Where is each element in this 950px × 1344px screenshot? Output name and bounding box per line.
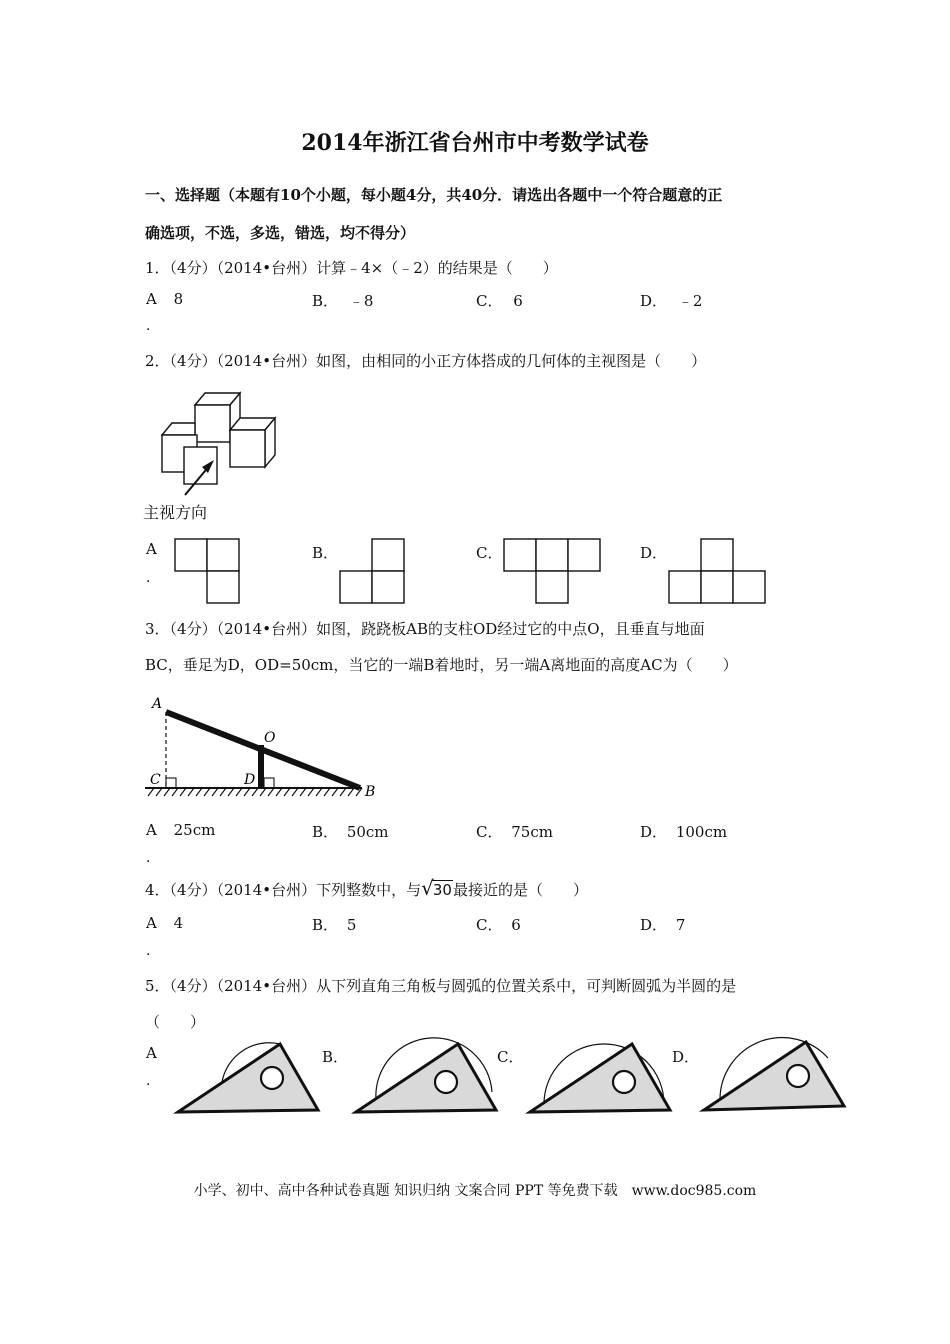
page-title: 2014年浙江省台州市中考数学试卷 bbox=[301, 130, 649, 156]
q3-option-b-label: B． bbox=[312, 823, 339, 841]
q2-option-b-figure bbox=[339, 538, 405, 604]
q1-option-a-text: 8 bbox=[173, 290, 184, 308]
q4-option-b-text: 5 bbox=[346, 916, 357, 934]
q4-stem-before: 4．（4分）（2014•台州）下列整数中，与 bbox=[145, 881, 422, 899]
q3-stem-line1: 3．（4分）（2014•台州）如图，跷跷板AB的支柱OD经过它的中点O，且垂直与地面 bbox=[145, 620, 705, 638]
q4-option-a bbox=[146, 914, 183, 932]
q2-option-b-label: B． bbox=[312, 544, 339, 562]
radical-sign-icon: √ bbox=[421, 876, 434, 900]
q3-option-a-text: 25cm bbox=[173, 821, 216, 839]
q2-option-a-label: A bbox=[146, 540, 157, 558]
q1-option-b bbox=[312, 290, 373, 311]
q4-option-b-label: B． bbox=[312, 916, 339, 934]
q4-option-c bbox=[476, 914, 521, 935]
q1-option-d-label: D． bbox=[640, 292, 668, 310]
q4-option-d-label: D． bbox=[640, 916, 668, 934]
section-heading-line1: 一、选择题（本题有10个小题，每小题4分，共40分．请选出各题中一个符合题意的正 bbox=[145, 186, 723, 204]
q5-stem-line2: （ ） bbox=[145, 1013, 206, 1031]
q1-option-b-label: B． bbox=[312, 292, 339, 310]
q1-option-c bbox=[476, 290, 523, 311]
section-heading-line2: 确选项，不选，多选，错选，均不得分） bbox=[145, 224, 416, 242]
q5-option-c-label: C． bbox=[497, 1048, 524, 1066]
q4-option-d bbox=[640, 914, 685, 935]
q1-option-b-text: ﹣8 bbox=[348, 292, 374, 310]
q3-stem-line2: BC，垂足为D，OD=50cm，当它的一端B着地时，另一端A离地面的高度AC为（ ） bbox=[145, 656, 738, 674]
footer-note: 小学、初中、高中各种试卷真题 知识归纳 文案合同 PPT 等免费下载 www.doc985.com bbox=[193, 1183, 757, 1199]
q5-option-a-figure bbox=[172, 1030, 322, 1118]
view-direction-label: 主视方向 bbox=[143, 503, 208, 522]
q3-option-b-text: 50cm bbox=[346, 823, 389, 841]
q2-option-c-figure bbox=[503, 538, 601, 604]
q5-option-a-dot: . bbox=[146, 1073, 151, 1089]
q4-option-a-label: A bbox=[146, 914, 157, 932]
q4-option-a-text: 4 bbox=[173, 914, 184, 932]
q5-option-b-figure bbox=[350, 1030, 500, 1118]
q1-option-a-dot: . bbox=[146, 318, 151, 334]
q3-option-a-label: A bbox=[146, 821, 157, 839]
q4-option-c-text: 6 bbox=[511, 916, 521, 934]
q2-cube-figure bbox=[140, 385, 290, 500]
q2-option-c-label: C． bbox=[476, 544, 503, 562]
q1-stem: 1．（4分）（2014•台州）计算﹣4×（﹣2）的结果是（ ） bbox=[145, 259, 558, 277]
q5-option-d-label: D． bbox=[672, 1048, 700, 1066]
q4-option-a-dot: . bbox=[146, 943, 151, 959]
q1-option-a bbox=[146, 290, 183, 308]
point-b-label: B bbox=[365, 784, 376, 800]
q3-option-d-label: D． bbox=[640, 823, 668, 841]
q4-option-c-label: C． bbox=[476, 916, 503, 934]
q3-seesaw-figure bbox=[140, 690, 390, 805]
point-a-label: A bbox=[152, 696, 163, 712]
q2-stem: 2．（4分）（2014•台州）如图，由相同的小正方体搭成的几何体的主视图是（ ） bbox=[145, 352, 707, 370]
q3-option-d bbox=[640, 821, 727, 842]
q5-option-d-figure bbox=[698, 1028, 848, 1118]
q3-option-d-text: 100cm bbox=[675, 823, 728, 841]
q1-option-c-label: C． bbox=[476, 292, 503, 310]
q2-option-a-figure bbox=[174, 538, 240, 604]
q2-option-d-label: D． bbox=[640, 544, 668, 562]
q4-stem bbox=[145, 878, 588, 900]
q5-option-b-label: B． bbox=[322, 1048, 349, 1066]
q4-option-d-text: 7 bbox=[675, 916, 686, 934]
q1-option-a-label: A bbox=[146, 290, 157, 308]
q3-option-c bbox=[476, 821, 553, 842]
point-c-label: C bbox=[150, 772, 161, 788]
q3-option-c-label: C． bbox=[476, 823, 503, 841]
q3-option-c-text: 75cm bbox=[511, 823, 553, 841]
point-o-label: O bbox=[264, 730, 276, 746]
q4-stem-after: 最接近的是（ ） bbox=[452, 881, 588, 899]
q5-option-a-label: A bbox=[146, 1044, 157, 1062]
q3-option-a-dot: . bbox=[146, 850, 151, 866]
q4-radicand: 30 bbox=[432, 881, 452, 899]
q1-option-d bbox=[640, 290, 702, 311]
q2-option-a-dot: . bbox=[146, 570, 151, 586]
q3-option-b bbox=[312, 821, 389, 842]
q1-option-c-text: 6 bbox=[513, 292, 523, 310]
q1-option-d-text: ﹣2 bbox=[677, 292, 703, 310]
sqrt-expression bbox=[421, 878, 453, 899]
point-d-label: D bbox=[244, 772, 256, 788]
q2-option-d-figure bbox=[668, 538, 766, 604]
q4-option-b bbox=[312, 914, 356, 935]
q3-option-a bbox=[146, 821, 215, 839]
q5-option-c-figure bbox=[524, 1030, 674, 1118]
q5-stem-line1: 5．（4分）（2014•台州）从下列直角三角板与圆弧的位置关系中，可判断圆弧为半圆的是 bbox=[145, 977, 737, 995]
